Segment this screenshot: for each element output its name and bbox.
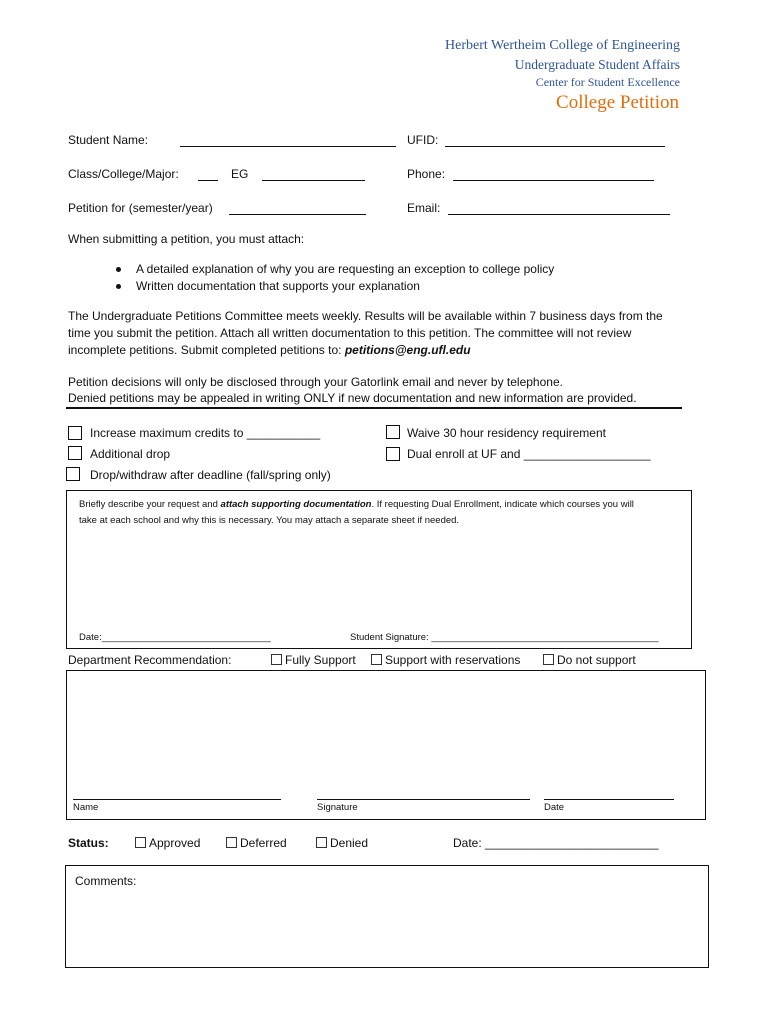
drop-withdraw-checkbox[interactable] [66, 467, 80, 481]
deferred-option[interactable] [226, 836, 287, 850]
instr-post: . If requesting Dual Enrollment, indicate which courses you will [371, 499, 634, 510]
support-reservations-option[interactable] [371, 653, 520, 667]
waive-residency-checkbox[interactable] [386, 425, 400, 439]
checkbox-icon [543, 654, 554, 665]
do-not-support-option[interactable] [543, 653, 636, 667]
drop-withdraw-label: Drop/withdraw after deadline (fall/spring only) [90, 468, 331, 482]
checkbox-icon [371, 654, 382, 665]
approved-label: Approved [149, 836, 201, 850]
email-input[interactable] [448, 199, 670, 215]
denied-option[interactable] [316, 836, 368, 850]
attach-item: A detailed explanation of why you are requesting an exception to college policy [136, 262, 555, 276]
decision-text: Denied petitions may be appealed in writing ONLY if new documentation and new information are provided. [68, 391, 637, 405]
checkbox-icon [135, 837, 146, 848]
department-recommendation-label: Department Recommendation: [68, 653, 232, 667]
petition-for-label: Petition for (semester/year) [68, 201, 213, 215]
committee-text: time you submit the petition. Attach all written documentation to this petition. The committee will not review [68, 326, 632, 340]
instr-pre: Briefly describe your request and [79, 499, 221, 510]
page-title: College Petition [556, 92, 679, 113]
additional-drop-checkbox[interactable] [68, 446, 82, 460]
checkbox-icon [226, 837, 237, 848]
date-line [544, 799, 674, 800]
center-name: Center for Student Excellence [535, 75, 680, 89]
date-label: Date [544, 802, 565, 813]
denied-label: Denied [330, 836, 369, 850]
do-not-support-label: Do not support [557, 653, 636, 667]
name-label: Name [73, 802, 99, 813]
phone-input[interactable] [453, 165, 654, 181]
checkbox-icon [316, 837, 327, 848]
student-name-label: Student Name: [68, 133, 149, 147]
comments-box[interactable] [65, 865, 709, 968]
class-college-major-label: Class/College/Major: [68, 167, 179, 181]
approved-option[interactable] [135, 836, 200, 850]
deferred-label: Deferred [240, 836, 287, 850]
dual-enroll-label: Dual enroll at UF and ___________________ [407, 447, 651, 461]
checkbox-icon [271, 654, 282, 665]
name-signature-line [73, 799, 281, 800]
department-comments-box[interactable] [66, 670, 706, 820]
student-signature-field[interactable]: Student Signature: ___________________________________________ [350, 632, 659, 643]
increase-credits-label: Increase maximum credits to ___________ [90, 426, 321, 440]
phone-label: Phone: [407, 167, 446, 181]
department-name: Undergraduate Student Affairs [514, 57, 680, 72]
request-description-box[interactable] [66, 490, 692, 649]
support-reservations-label: Support with reservations [385, 653, 521, 667]
attach-intro: When submitting a petition, you must attach: [68, 232, 305, 246]
request-instructions [79, 499, 634, 510]
ufid-input[interactable] [445, 131, 665, 147]
email-label: Email: [407, 201, 441, 215]
bullet-icon [116, 284, 121, 289]
signature-line [317, 799, 530, 800]
petitions-email-link[interactable]: petitions@eng.ufl.edu [344, 343, 471, 357]
bullet-icon [116, 267, 121, 272]
request-instructions-line2: take at each school and why this is necessary. You may attach a separate sheet if needed. [79, 515, 460, 526]
committee-text: The Undergraduate Petitions Committee meets weekly. Results will be available within 7 business days from the [68, 309, 663, 323]
signature-label: Signature [317, 802, 358, 813]
instr-bold: attach supporting documentation [220, 499, 372, 510]
attach-item: Written documentation that supports your explanation [136, 279, 420, 293]
student-name-input[interactable] [180, 131, 396, 147]
additional-drop-label: Additional drop [90, 447, 171, 461]
decision-text: Petition decisions will only be disclosed through your Gatorlink email and never by telephone. [68, 375, 563, 389]
committee-text [68, 343, 471, 357]
committee-text-prefix: incomplete petitions. Submit completed petitions to: [68, 343, 345, 357]
eg-label: EG [231, 167, 249, 181]
class-input[interactable] [198, 165, 218, 181]
waive-residency-label: Waive 30 hour residency requirement [407, 426, 606, 440]
major-input[interactable] [262, 165, 365, 181]
status-label: Status: [68, 836, 109, 850]
college-name: Herbert Wertheim College of Engineering [445, 38, 680, 53]
increase-credits-checkbox[interactable] [68, 426, 82, 440]
semester-year-input[interactable] [229, 199, 366, 215]
fully-support-label: Fully Support [285, 653, 356, 667]
request-date-field[interactable]: Date:________________________________ [79, 632, 271, 643]
fully-support-option[interactable] [271, 653, 356, 667]
status-date-field[interactable]: Date: __________________________ [453, 836, 659, 850]
comments-label: Comments: [75, 874, 137, 888]
section-divider [66, 407, 682, 409]
ufid-label: UFID: [407, 133, 439, 147]
dual-enroll-checkbox[interactable] [386, 447, 400, 461]
